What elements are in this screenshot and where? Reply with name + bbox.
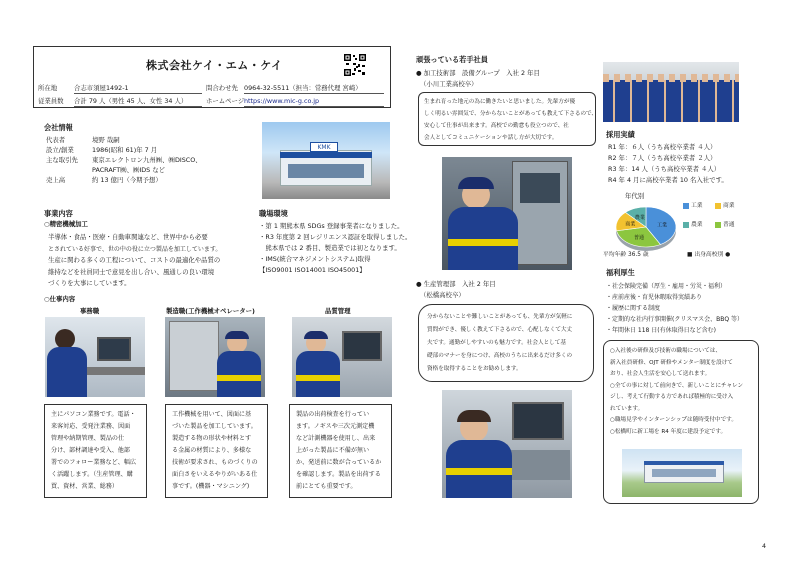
person2-quote: 分からないことや難しいことがあっても、先輩方が気軽に 質問ができ、優しく教えて下さるので、心配しなくて大丈 夫です。通勤がしやすいのも魅力です。社会人として基 礎部のマナーを身につけ、高校のうちに出来るだけ多くの 資格を取得することをお勧めします。 — [418, 304, 594, 382]
company-info-heading: 会社情報 — [44, 123, 73, 132]
group-photo — [603, 62, 739, 122]
legend-swatch — [683, 222, 689, 228]
person1-photo — [442, 157, 572, 270]
welfare-heading: 福利厚生 — [606, 268, 635, 277]
company-name: 株式会社ケイ・エム・ケイ — [146, 59, 283, 72]
info-row: 売上高 約 13 億円（今期予想） — [46, 176, 162, 184]
pie-chart — [611, 200, 681, 254]
welfare-list: ・社会保険完備（厚生・雇用・労災・福利） ・産前産後・育児休暇取得実績あり ・履歴に関する制度 ・定期的な社内行事開催(クリスマス会、BBQ 等） ・年間休日 118 日(有休取得日など含む) — [606, 283, 743, 334]
office-job-desc: 主にパソコン業務です。電話・ 来客対応、受発注業務、図面 管理や納期管理、製品の仕 分け、部材調達や受入、他部 署でのフォロー業務など、幅広 く活躍します。（生産管理、購 買、資材、営業、総務） — [44, 404, 147, 498]
legend-swatch — [715, 222, 721, 228]
avg-age: 平均年齢 36.5 歳 — [603, 252, 649, 258]
person1-school: （小川工業高校卒） — [420, 80, 478, 88]
person2-school: （松橋高校卒） — [420, 291, 465, 299]
environment-heading: 職場環境 — [259, 209, 288, 218]
pie-chart-area — [603, 190, 753, 262]
jobs-heading: ○仕事内容 — [44, 295, 76, 303]
job-title-office: 事務職 — [80, 307, 100, 315]
info-row: PACRAFT㈱、㈱IDS など — [92, 166, 166, 174]
legend-label: 普通 — [723, 222, 735, 228]
company-building-photo: KMK — [262, 122, 390, 199]
company-info-table — [46, 136, 236, 186]
info-row: 設立/創業 1986(昭和 61)年 7 月 — [46, 146, 158, 154]
manufacturing-job-desc: 工作機械を用いて、図面に基 づいた製品を加工しています。 製造する物の形状や材料とす る金属の材質により、多様な 技術が要求され、ものづくりの 面白さをいえるやりがいある仕 事です。(機器・マシニング) — [165, 404, 268, 498]
employees-value: 合計 79 人（男性 45 人、女性 34 人） — [74, 97, 202, 107]
quality-job-photo — [292, 317, 392, 397]
qr-code-icon[interactable] — [343, 53, 367, 77]
environment-text: ・第 1 期熊本県 SDGs 登録事業者になりました。 ・R3 年度第 2 回レジリエンス認証を取得しました。 熊本県では 2 番目、製造業では初となります。 ・IMS(統合マネジメントシステム)取得 【ISO9001 ISO14001 ISO45001】 — [259, 222, 412, 274]
pie-slice-label: 商業 — [625, 221, 636, 228]
hiring-heading: 採用実績 — [606, 130, 635, 139]
legend-item — [683, 201, 715, 211]
business-subheading: ○精密機械加工 — [44, 220, 88, 228]
young-staff-heading: 頑張っている若手社員 — [416, 55, 488, 64]
legend-item — [715, 220, 747, 230]
company-header-box — [33, 46, 391, 108]
job-title-manufacturing: 製造職(工作機械オペレーター) — [166, 307, 255, 315]
page-number: 4 — [762, 542, 767, 550]
person1-dept: ● 加工技術部 設備グループ 入社 2 年目 — [416, 69, 540, 77]
person2-dept: ● 生産管理部 入社 2 年目 — [416, 280, 496, 288]
pie-slice-label: 普通 — [633, 234, 644, 241]
hiring-list: R1 年：６人（うち高校卒業者 ４人） R2 年：７人（うち高校卒業者 ２人） R3 年：14 人（うち高校卒業者 ４人） R4 年 4 月に高校卒業者 10 名入社です。 — [608, 143, 728, 184]
legend-swatch — [683, 203, 689, 209]
job-title-quality: 品質管理 — [325, 307, 351, 315]
new-factory-illustration — [622, 449, 742, 497]
person2-photo — [442, 390, 572, 498]
address-label: 所在地 — [38, 84, 58, 92]
employees-label: 従業員数 — [38, 97, 64, 105]
office-job-photo — [45, 317, 145, 397]
pie-slice-label: 工業 — [656, 222, 667, 229]
quality-job-desc: 製品の出荷検査を行ってい ます。ノギスや三次元測定機 など計測機器を使用し、出来 上がった製品に不備が無い か、発送前に数が合っているか を確認します。製品を出荷する 前にとても重要です。 — [289, 404, 392, 498]
person1-quote: 生まれ育った地元の為に働きたいと思いました。先輩方が優 しく明るい雰囲気で、分からないことがあっても教えて下さるので、 安心して仕事が出来ます。高校での勤怠も役立つので、社 会人としてコミュニケーションや話し方が大切です。 — [418, 92, 596, 146]
legend-swatch — [715, 203, 721, 209]
chart-title: 年代別 — [625, 192, 645, 200]
info-row: 主な取引先 東京エレクトロン九州㈱、㈱DISCO、 — [46, 156, 202, 164]
legend-item — [683, 220, 715, 230]
manufacturing-job-photo — [165, 317, 265, 397]
homepage-label: ホームページ — [206, 97, 245, 105]
legend-label: 工業 — [691, 203, 703, 209]
contact-value: 0964-32-5511（担当：常務代理 宮崎） — [244, 84, 384, 94]
contact-label: 問合わせ先 — [206, 84, 238, 92]
notes-box: ○入社後の研修及び技術の職場については、 新入社員研修、OJT 研修やメンター制度を設けて おり、社会人生活を安心して送れます。 ○全ての事に対して前向きで、新しいことにチャレン ジし、考えて行動する方であれば積極的に受け入 れています。 ○職場見学やインターンシップは随時受付中です。 ○松橋町に新工場を R4 年度に建設予定です。 — [603, 340, 759, 504]
origin-label: ■ 出身高校別 ● — [687, 252, 731, 258]
business-heading: 事業内容 — [44, 209, 73, 218]
address-value: 合志市須屋1492-1 — [74, 84, 202, 94]
legend-item — [715, 201, 747, 211]
info-row: 代表者 境野 哉嗣 — [46, 136, 120, 144]
homepage-link[interactable]: https://www.mic-g.co.jp — [244, 97, 384, 107]
business-text: 半導体・食品・医療・自動車関連など、世界中から必要 とされている好事で、世の中の役に立つ製品を加工しています。 生産に関わる多くの工程について、コストの最適化や品質の 維持などを社員同士で意見を出し合い、風通しの良い環境 づくりを大事にしています。 — [48, 233, 222, 287]
legend-label: 商業 — [723, 203, 735, 209]
legend-label: 農業 — [691, 222, 703, 228]
chart-legend — [683, 192, 749, 230]
pie-slice-label: 農業 — [634, 214, 645, 221]
